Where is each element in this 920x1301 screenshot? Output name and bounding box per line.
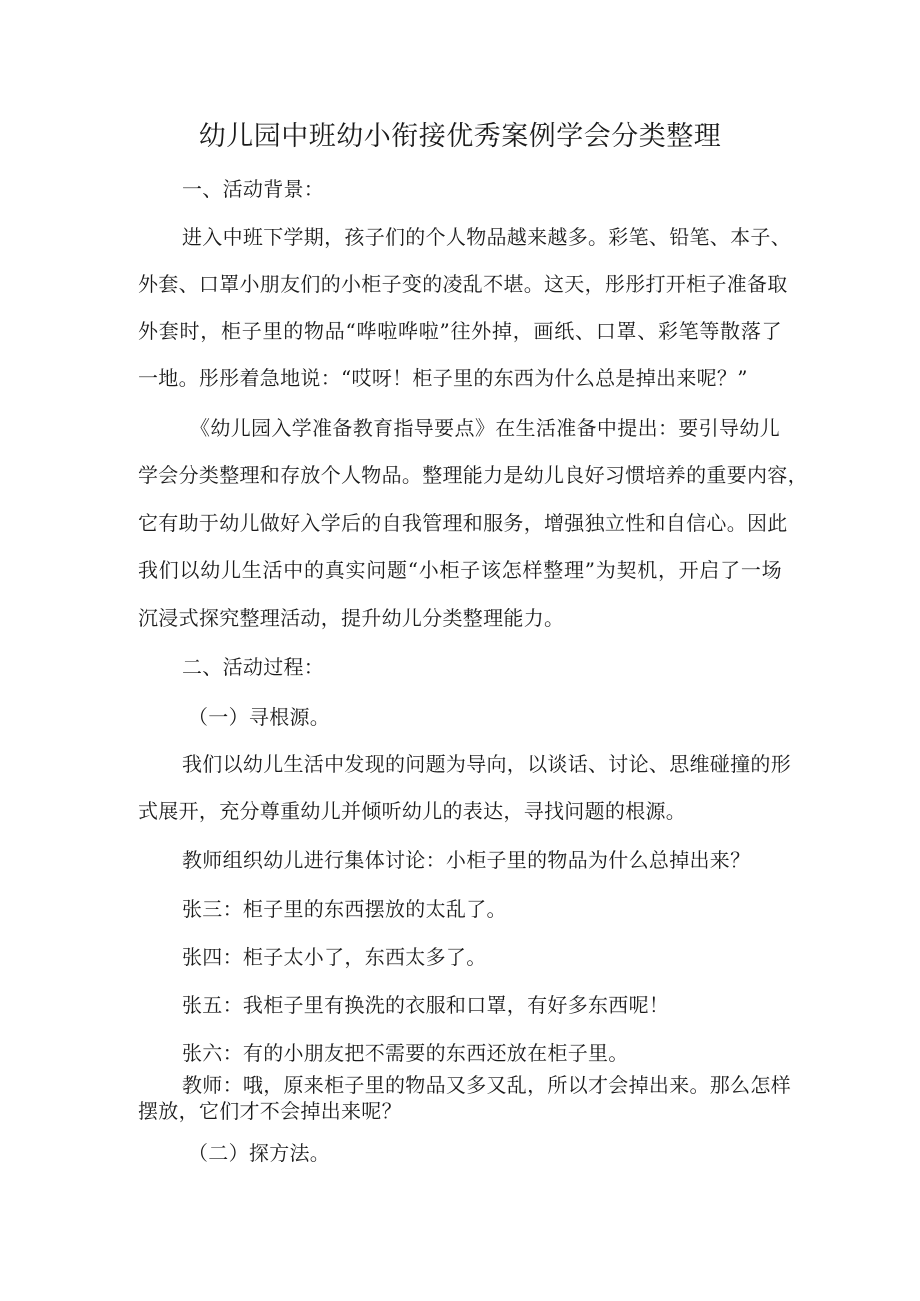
paragraph-line: 《幼儿园入学准备教育指导要点》在生活准备中提出：要引导幼儿: [190, 416, 780, 440]
document-title: 幼儿园中班幼小衔接优秀案例学会分类整理: [198, 121, 722, 152]
section-heading-background: 一、活动背景：: [182, 177, 325, 201]
paragraph-line: 学会分类整理和存放个人物品。整理能力是幼儿良好习惯培养的重要内容，: [138, 463, 808, 487]
subsection-heading-find-root: （一）寻根源。: [188, 705, 331, 729]
section-heading-process: 二、活动过程：: [182, 655, 325, 679]
dialogue-line: 摆放，它们才不会掉出来呢？: [138, 1099, 402, 1123]
paragraph-line: 式展开，充分尊重幼儿并倾听幼儿的表达，寻找问题的根源。: [138, 799, 687, 823]
paragraph-line: 沉浸式探究整理活动，提升幼儿分类整理能力。: [138, 606, 565, 630]
paragraph-line: 我们以幼儿生活中发现的问题为导向，以谈话、讨论、思维碰撞的形: [182, 752, 791, 776]
paragraph-line: 我们以幼儿生活中的真实问题“小柜子该怎样整理”为契机，开启了一场: [138, 558, 782, 582]
paragraph-line: 一地。彤彤着急地说：“哎呀！柜子里的东西为什么总是掉出来呢？”: [138, 366, 748, 390]
dialogue-line: 张五：我柜子里有换洗的衣服和口罩，有好多东西呢！: [182, 993, 670, 1017]
dialogue-line: 张六：有的小朋友把不需要的东西还放在柜子里。: [182, 1041, 629, 1065]
dialogue-line: 张四：柜子太小了，东西太多了。: [182, 945, 487, 969]
dialogue-line: 教师：哦，原来柜子里的物品又多又乱，所以才会掉出来。那么怎样: [182, 1073, 791, 1097]
paragraph-line: 它有助于幼儿做好入学后的自我管理和服务，增强独立性和自信心。因此: [138, 511, 788, 535]
subsection-heading-explore-methods: （二）探方法。: [188, 1141, 331, 1165]
dialogue-line: 张三：柜子里的东西摆放的太乱了。: [182, 897, 507, 921]
paragraph-line: 进入中班下学期，孩子们的个人物品越来越多。彩笔、铅笔、本子、: [182, 225, 791, 249]
paragraph-line: 外套、口罩小朋友们的小柜子变的凌乱不堪。这天，彤彤打开柜子准备取: [138, 272, 788, 296]
discussion-line: 教师组织幼儿进行集体讨论：小柜子里的物品为什么总掉出来？: [182, 848, 751, 872]
paragraph-line: 外套时，柜子里的物品“哗啦哗啦”往外掉，画纸、口罩、彩笔等散落了: [138, 319, 782, 343]
